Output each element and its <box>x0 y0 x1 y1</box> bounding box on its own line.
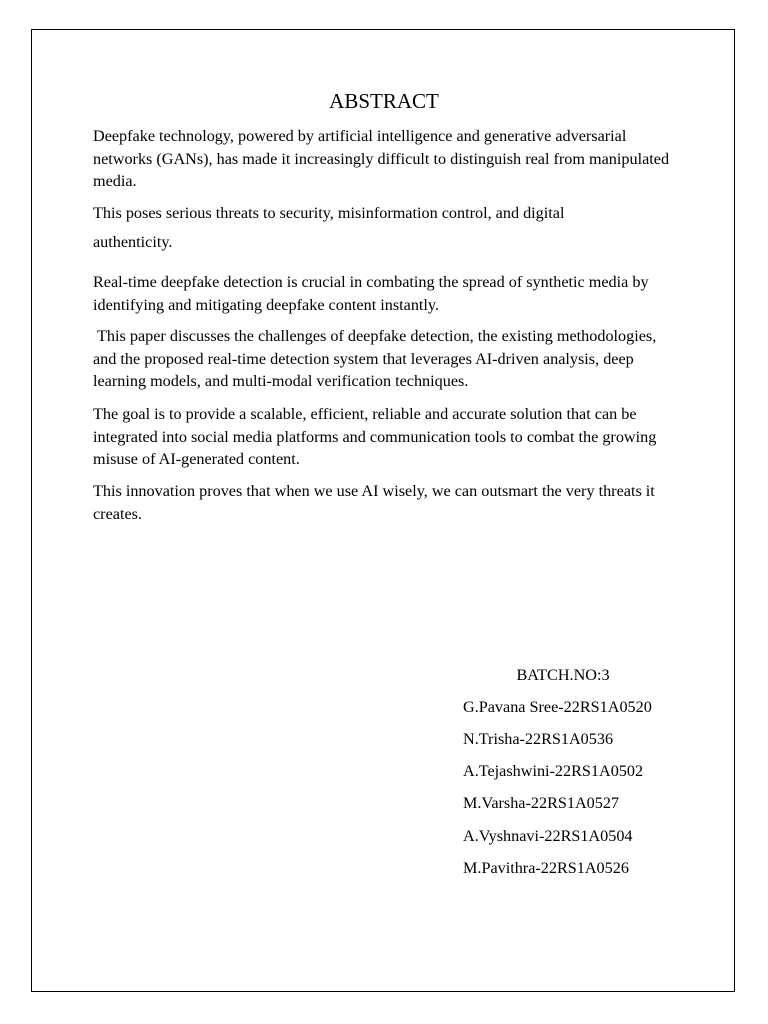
abstract-paragraph-3: Real-time deepfake detection is crucial in combating the spread of synthetic media by identifying and mitigating deepfake content instantly. <box>93 273 653 314</box>
abstract-paragraph-2: This poses serious threats to security, misinformation control, and digital <box>93 204 565 222</box>
member-name: A.Vyshnavi-22RS1A0504 <box>463 827 633 845</box>
abstract-paragraph-6: This innovation proves that when we use AI wisely, we can outsmart the very threats it creates. <box>93 482 659 523</box>
abstract-paragraph-1: Deepfake technology, powered by artificial intelligence and generative adversarial networks (GANs), has made it increasingly difficult to distinguish real from manipulated media. <box>93 127 674 190</box>
abstract-title: ABSTRACT <box>329 89 439 113</box>
abstract-paragraph-4: This paper discusses the challenges of deepfake detection, the existing methodologies, and the proposed real-time detection system that leverages AI-driven analysis, deep learning models, and multi-modal verification techniques. <box>93 327 661 390</box>
abstract-paragraph-2-continued: authenticity. <box>93 233 173 251</box>
member-name: N.Trisha-22RS1A0536 <box>463 730 614 748</box>
member-name: M.Pavithra-22RS1A0526 <box>463 859 629 877</box>
member-name: G.Pavana Sree-22RS1A0520 <box>463 698 652 716</box>
batch-number: BATCH.NO:3 <box>516 666 610 684</box>
abstract-paragraph-5: The goal is to provide a scalable, efficient, reliable and accurate solution that can be integrated into social media platforms and communication tools to combat the growing misuse of AI-generated content. <box>93 405 661 468</box>
member-name: A.Tejashwini-22RS1A0502 <box>463 762 644 780</box>
member-name: M.Varsha-22RS1A0527 <box>463 794 620 812</box>
